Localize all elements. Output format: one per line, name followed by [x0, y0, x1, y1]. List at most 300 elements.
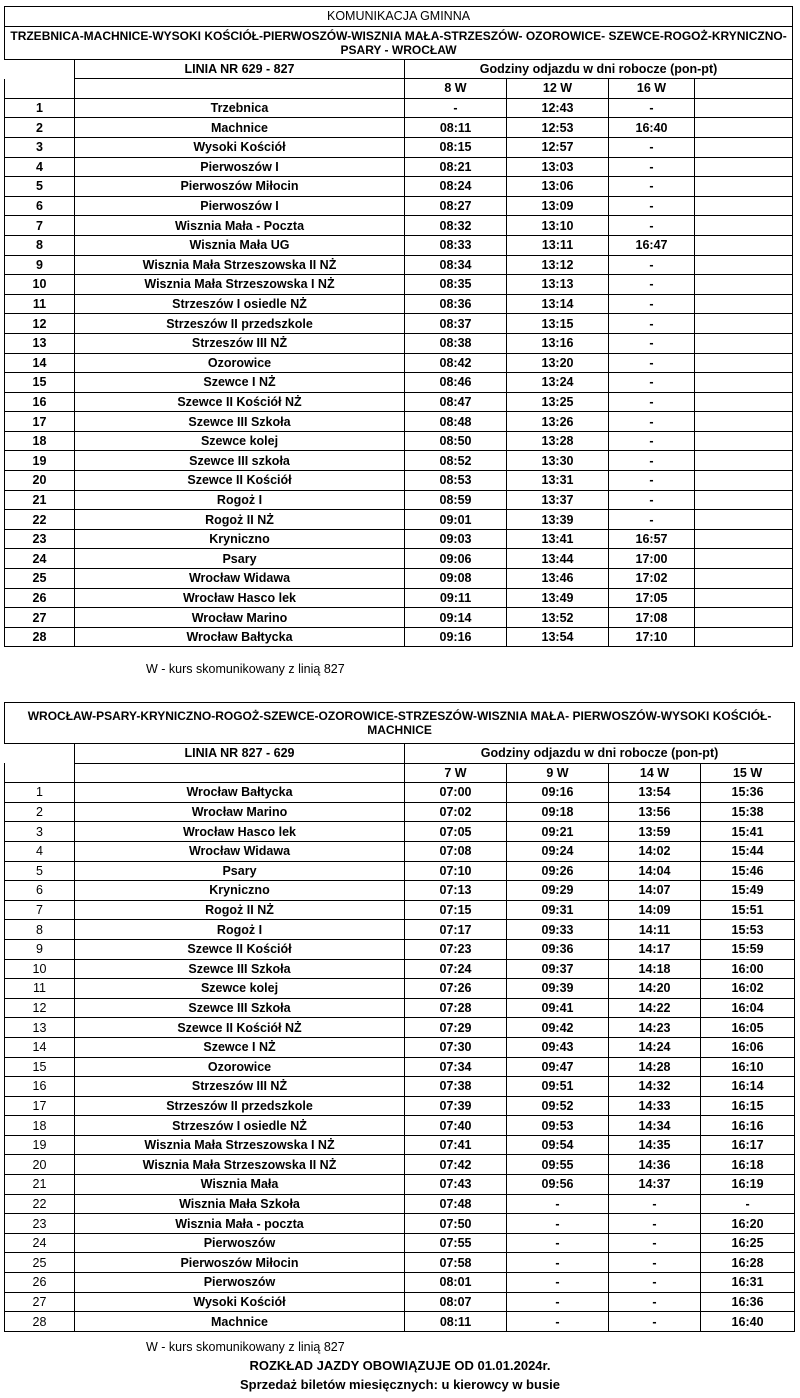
stop-number: 26 [5, 588, 75, 608]
departure-time: 15:46 [701, 861, 795, 881]
departure-time: 09:51 [507, 1077, 609, 1097]
line-number: LINIA NR 827 - 629 [75, 744, 405, 764]
departure-time: 08:38 [405, 333, 507, 353]
departure-time [695, 196, 793, 216]
stop-name: Wisznia Mała Szkoła [75, 1194, 405, 1214]
departure-time: - [609, 431, 695, 451]
departure-time: 08:24 [405, 177, 507, 197]
departure-time: - [405, 98, 507, 118]
stop-number: 22 [5, 510, 75, 530]
stop-name: Pierwoszów Miłocin [75, 177, 405, 197]
table-row [5, 137, 793, 157]
departure-time: - [609, 294, 695, 314]
departure-time: 07:15 [405, 900, 507, 920]
departure-time: - [507, 1273, 609, 1293]
stop-number: 3 [5, 137, 75, 157]
table-row [5, 1116, 795, 1136]
departure-time: 08:21 [405, 157, 507, 177]
departure-time: 14:32 [609, 1077, 701, 1097]
stop-number: 28 [5, 627, 75, 647]
stop-name: Rogoż I [75, 490, 405, 510]
departure-time: 13:26 [507, 412, 609, 432]
stop-name: Szewce I NŻ [75, 1037, 405, 1057]
departure-time: 09:21 [507, 822, 609, 842]
departure-time: - [609, 1312, 701, 1332]
departure-time: 07:00 [405, 783, 507, 803]
departure-time: 15:41 [701, 822, 795, 842]
departure-time: 09:24 [507, 841, 609, 861]
departure-time: 09:36 [507, 939, 609, 959]
departure-time: 17:00 [609, 549, 695, 569]
departure-time: - [609, 196, 695, 216]
departure-time: 14:07 [609, 881, 701, 901]
stop-number: 13 [5, 333, 75, 353]
hours-label: Godziny odjazdu w dni robocze (pon-pt) [405, 59, 793, 79]
stop-name: Strzeszów III NŻ [75, 1077, 405, 1097]
stop-name: Wrocław Widawa [75, 569, 405, 589]
departure-time: 16:28 [701, 1253, 795, 1273]
departure-time: 15:49 [701, 881, 795, 901]
stop-number: 1 [5, 783, 75, 803]
table-row [5, 373, 793, 393]
stop-name: Szewce II Kościół NŻ [75, 392, 405, 412]
departure-time: 08:36 [405, 294, 507, 314]
departure-time: 13:14 [507, 294, 609, 314]
stop-name: Pierwoszów [75, 1273, 405, 1293]
departure-time: 14:36 [609, 1155, 701, 1175]
stop-number: 4 [5, 157, 75, 177]
departure-time: 07:58 [405, 1253, 507, 1273]
departure-time [695, 490, 793, 510]
stop-number: 21 [5, 490, 75, 510]
stop-number: 20 [5, 471, 75, 491]
table-row [5, 939, 795, 959]
departure-time: 13:25 [507, 392, 609, 412]
table-row [5, 1312, 795, 1332]
stop-name: Strzeszów II przedszkole [75, 1096, 405, 1116]
departure-time: - [609, 1292, 701, 1312]
departure-time [695, 373, 793, 393]
departure-time: 09:14 [405, 608, 507, 628]
departure-time [695, 98, 793, 118]
departure-time: 09:31 [507, 900, 609, 920]
table-row [5, 235, 793, 255]
departure-time: 16:57 [609, 529, 695, 549]
table-row [5, 1175, 795, 1195]
departure-time: 14:33 [609, 1096, 701, 1116]
stop-name: Pierwoszów [75, 1233, 405, 1253]
table-row [5, 216, 793, 236]
course-header: 14 W [609, 763, 701, 783]
departure-time: 08:32 [405, 216, 507, 236]
stop-number: 17 [5, 1096, 75, 1116]
departure-time [695, 451, 793, 471]
stop-number: 14 [5, 353, 75, 373]
table-row [5, 1057, 795, 1077]
departure-time [695, 294, 793, 314]
departure-time [695, 569, 793, 589]
departure-time: 15:44 [701, 841, 795, 861]
stop-name: Strzeszów III NŻ [75, 333, 405, 353]
departure-time: 13:06 [507, 177, 609, 197]
table-row [5, 510, 793, 530]
table-row [5, 529, 793, 549]
table-row [5, 1233, 795, 1253]
stop-number: 3 [5, 822, 75, 842]
table-row [5, 118, 793, 138]
stop-name: Ozorowice [75, 353, 405, 373]
stop-number: 16 [5, 392, 75, 412]
table-row [5, 627, 793, 647]
departure-time: 13:54 [507, 627, 609, 647]
stop-number: 1 [5, 98, 75, 118]
stop-name: Wrocław Hasco lek [75, 588, 405, 608]
stop-name: Ozorowice [75, 1057, 405, 1077]
stop-number: 9 [5, 255, 75, 275]
table-row [5, 900, 795, 920]
departure-time: 14:04 [609, 861, 701, 881]
table-row [5, 1253, 795, 1273]
stop-number: 28 [5, 1312, 75, 1332]
stop-name: Wrocław Widawa [75, 841, 405, 861]
stop-number: 11 [5, 294, 75, 314]
departure-time: - [507, 1233, 609, 1253]
departure-time: - [609, 98, 695, 118]
departure-time: 14:09 [609, 900, 701, 920]
departure-time [695, 118, 793, 138]
departure-time: 16:19 [701, 1175, 795, 1195]
stop-name: Szewce II Kościół NŻ [75, 1018, 405, 1038]
table-row [5, 255, 793, 275]
departure-time: 07:43 [405, 1175, 507, 1195]
stop-number: 19 [5, 451, 75, 471]
departure-time: 07:39 [405, 1096, 507, 1116]
departure-time: 17:05 [609, 588, 695, 608]
course-note: W - kurs skomunikowany z linią 827 [146, 1340, 345, 1354]
departure-time: 07:13 [405, 881, 507, 901]
table-row [5, 1292, 795, 1312]
stop-name: Trzebnica [75, 98, 405, 118]
departure-time: 15:59 [701, 939, 795, 959]
departure-time: - [507, 1312, 609, 1332]
stop-name: Szewce II Kościół [75, 939, 405, 959]
stop-name: Wrocław Hasco lek [75, 822, 405, 842]
stop-number: 16 [5, 1077, 75, 1097]
stop-number: 8 [5, 235, 75, 255]
stop-number: 17 [5, 412, 75, 432]
table-row [5, 1214, 795, 1234]
departure-time [695, 588, 793, 608]
stop-number: 6 [5, 881, 75, 901]
departure-time: 13:56 [609, 802, 701, 822]
departure-time [695, 431, 793, 451]
departure-time: 14:24 [609, 1037, 701, 1057]
departure-time: 09:11 [405, 588, 507, 608]
departure-time: 07:28 [405, 998, 507, 1018]
table-row [5, 294, 793, 314]
page-title: KOMUNIKACJA GMINNA [5, 7, 793, 27]
stop-number: 18 [5, 431, 75, 451]
departure-time: 08:07 [405, 1292, 507, 1312]
departure-time: 16:10 [701, 1057, 795, 1077]
departure-time: - [507, 1253, 609, 1273]
stop-number: 10 [5, 275, 75, 295]
course-header: 15 W [701, 763, 795, 783]
stop-name: Wysoki Kościół [75, 137, 405, 157]
stop-number: 27 [5, 1292, 75, 1312]
table-row [5, 431, 793, 451]
stop-name: Szewce kolej [75, 979, 405, 999]
departure-time: - [609, 412, 695, 432]
departure-time: 07:48 [405, 1194, 507, 1214]
table-row [5, 451, 793, 471]
table-row [5, 588, 793, 608]
departure-time: 08:52 [405, 451, 507, 471]
stop-number: 19 [5, 1135, 75, 1155]
departure-time [695, 608, 793, 628]
departure-time: 07:10 [405, 861, 507, 881]
departure-time: 07:41 [405, 1135, 507, 1155]
stop-number: 6 [5, 196, 75, 216]
departure-time: 07:26 [405, 979, 507, 999]
departure-time: 14:11 [609, 920, 701, 940]
stop-number: 20 [5, 1155, 75, 1175]
stop-name: Wisznia Mała - poczta [75, 1214, 405, 1234]
table-row [5, 1194, 795, 1214]
table-row [5, 353, 793, 373]
departure-time: - [609, 490, 695, 510]
departure-time: 08:11 [405, 1312, 507, 1332]
departure-time: - [507, 1214, 609, 1234]
departure-time: - [701, 1194, 795, 1214]
departure-time: 08:11 [405, 118, 507, 138]
departure-time: 16:40 [609, 118, 695, 138]
departure-time: 13:59 [609, 822, 701, 842]
table-row [5, 1273, 795, 1293]
departure-time: 09:33 [507, 920, 609, 940]
departure-time: 07:29 [405, 1018, 507, 1038]
departure-time: - [507, 1292, 609, 1312]
stop-name: Kryniczno [75, 881, 405, 901]
departure-time: 09:42 [507, 1018, 609, 1038]
departure-time [695, 333, 793, 353]
departure-time: 07:50 [405, 1214, 507, 1234]
stop-name: Strzeszów I osiedle NŻ [75, 294, 405, 314]
departure-time: 09:53 [507, 1116, 609, 1136]
departure-time [695, 157, 793, 177]
departure-time: 16:16 [701, 1116, 795, 1136]
table-row [5, 196, 793, 216]
stop-name: Pierwoszów I [75, 196, 405, 216]
departure-time: 07:40 [405, 1116, 507, 1136]
departure-time: 09:01 [405, 510, 507, 530]
departure-time: 09:47 [507, 1057, 609, 1077]
departure-time: 09:41 [507, 998, 609, 1018]
stop-name: Wrocław Bałtycka [75, 627, 405, 647]
departure-time: 13:16 [507, 333, 609, 353]
departure-time: 09:39 [507, 979, 609, 999]
stop-number: 9 [5, 939, 75, 959]
departure-time: 08:53 [405, 471, 507, 491]
stop-name: Psary [75, 549, 405, 569]
table-row [5, 157, 793, 177]
course-note: W - kurs skomunikowany z linią 827 [146, 662, 345, 676]
departure-time: 16:31 [701, 1273, 795, 1293]
table-row [5, 881, 795, 901]
hours-label: Godziny odjazdu w dni robocze (pon-pt) [405, 744, 795, 764]
departure-time: 08:34 [405, 255, 507, 275]
table-row [5, 471, 793, 491]
stop-number: 2 [5, 802, 75, 822]
stop-name: Rogoż II NŻ [75, 900, 405, 920]
departure-time: 09:16 [405, 627, 507, 647]
stop-name: Wisznia Mała Strzeszowska II NŻ [75, 255, 405, 275]
departure-time: - [609, 1194, 701, 1214]
departure-time: 14:34 [609, 1116, 701, 1136]
departure-time: 16:06 [701, 1037, 795, 1057]
departure-time: 16:17 [701, 1135, 795, 1155]
departure-time: 09:54 [507, 1135, 609, 1155]
departure-time: - [609, 275, 695, 295]
departure-time: - [609, 333, 695, 353]
table-row [5, 412, 793, 432]
stop-number: 12 [5, 314, 75, 334]
stop-name: Szewce kolej [75, 431, 405, 451]
departure-time: - [609, 1273, 701, 1293]
departure-time: 15:38 [701, 802, 795, 822]
stop-number: 22 [5, 1194, 75, 1214]
departure-time: 09:18 [507, 802, 609, 822]
departure-time: 14:35 [609, 1135, 701, 1155]
departure-time: 13:37 [507, 490, 609, 510]
course-header: 8 W [405, 79, 507, 99]
departure-time: 07:42 [405, 1155, 507, 1175]
departure-time: 13:20 [507, 353, 609, 373]
table-row [5, 1155, 795, 1175]
table-row [5, 1077, 795, 1097]
departure-time [695, 137, 793, 157]
table-row [5, 569, 793, 589]
ticket-sales-notice: Sprzedaż biletów miesięcznych: u kierowcy w busie [239, 1377, 561, 1392]
departure-time [695, 392, 793, 412]
stop-number: 24 [5, 549, 75, 569]
departure-time: - [507, 1194, 609, 1214]
stop-name: Szewce III Szkoła [75, 998, 405, 1018]
departure-time: 13:41 [507, 529, 609, 549]
departure-time: 16:02 [701, 979, 795, 999]
departure-time: 08:37 [405, 314, 507, 334]
departure-time: - [609, 471, 695, 491]
stop-name: Wisznia Mała Strzeszowska II NŻ [75, 1155, 405, 1175]
departure-time: 13:11 [507, 235, 609, 255]
departure-time: 16:04 [701, 998, 795, 1018]
departure-time: 07:38 [405, 1077, 507, 1097]
departure-time: 16:40 [701, 1312, 795, 1332]
departure-time: 13:46 [507, 569, 609, 589]
departure-time: 09:52 [507, 1096, 609, 1116]
departure-time: - [609, 314, 695, 334]
departure-time: 13:12 [507, 255, 609, 275]
departure-time: 12:53 [507, 118, 609, 138]
stop-name: Pierwoszów I [75, 157, 405, 177]
departure-time [695, 353, 793, 373]
stop-name: Wisznia Mała UG [75, 235, 405, 255]
table-row [5, 1018, 795, 1038]
table-row [5, 333, 793, 353]
table-row [5, 98, 793, 118]
stop-number: 5 [5, 861, 75, 881]
departure-time: 13:54 [609, 783, 701, 803]
departure-time [695, 627, 793, 647]
stop-name: Wisznia Mała [75, 1175, 405, 1195]
departure-time: 16:14 [701, 1077, 795, 1097]
stop-name: Strzeszów II przedszkole [75, 314, 405, 334]
stop-name: Wisznia Mała Strzeszowska I NŻ [75, 275, 405, 295]
course-header: 12 W [507, 79, 609, 99]
departure-time: 13:03 [507, 157, 609, 177]
stop-name: Kryniczno [75, 529, 405, 549]
departure-time: 08:35 [405, 275, 507, 295]
line-number: LINIA NR 629 - 827 [75, 59, 405, 79]
departure-time: 09:29 [507, 881, 609, 901]
departure-time: 13:44 [507, 549, 609, 569]
stop-name: Szewce III Szkoła [75, 412, 405, 432]
departure-time: - [609, 157, 695, 177]
departure-time: - [609, 451, 695, 471]
stop-name: Strzeszów I osiedle NŻ [75, 1116, 405, 1136]
departure-time: 13:39 [507, 510, 609, 530]
departure-time: 15:36 [701, 783, 795, 803]
stop-number: 7 [5, 900, 75, 920]
table-row [5, 861, 795, 881]
departure-time: 12:43 [507, 98, 609, 118]
departure-time: 16:47 [609, 235, 695, 255]
stop-number: 2 [5, 118, 75, 138]
table-row [5, 177, 793, 197]
departure-time [695, 529, 793, 549]
departure-time: - [609, 1214, 701, 1234]
departure-time: 12:57 [507, 137, 609, 157]
departure-time [695, 471, 793, 491]
table-row [5, 979, 795, 999]
departure-time: 07:55 [405, 1233, 507, 1253]
route-title: TRZEBNICA-MACHNICE-WYSOKI KOŚCIÓŁ-PIERWOSZÓW-WISZNIA MAŁA-STRZESZÓW- OZOROWICE- SZEWCE-ROGOŻ-KRYNICZNO-PSARY - WROCŁAW [5, 26, 793, 59]
departure-time: 14:18 [609, 959, 701, 979]
table-row [5, 549, 793, 569]
departure-time: 13:30 [507, 451, 609, 471]
departure-time: 13:10 [507, 216, 609, 236]
timetable-629-827 [4, 6, 793, 647]
stop-name: Pierwoszów Miłocin [75, 1253, 405, 1273]
departure-time: 08:47 [405, 392, 507, 412]
departure-time: 14:23 [609, 1018, 701, 1038]
stop-name: Wrocław Bałtycka [75, 783, 405, 803]
departure-time: 07:23 [405, 939, 507, 959]
departure-time [695, 314, 793, 334]
departure-time: 09:06 [405, 549, 507, 569]
table-row [5, 920, 795, 940]
stop-number: 12 [5, 998, 75, 1018]
stop-number: 26 [5, 1273, 75, 1293]
departure-time: 09:55 [507, 1155, 609, 1175]
departure-time: 07:30 [405, 1037, 507, 1057]
departure-time [695, 255, 793, 275]
stop-name: Wrocław Marino [75, 802, 405, 822]
table-row [5, 802, 795, 822]
table-row [5, 314, 793, 334]
departure-time: 08:46 [405, 373, 507, 393]
table-row [5, 275, 793, 295]
